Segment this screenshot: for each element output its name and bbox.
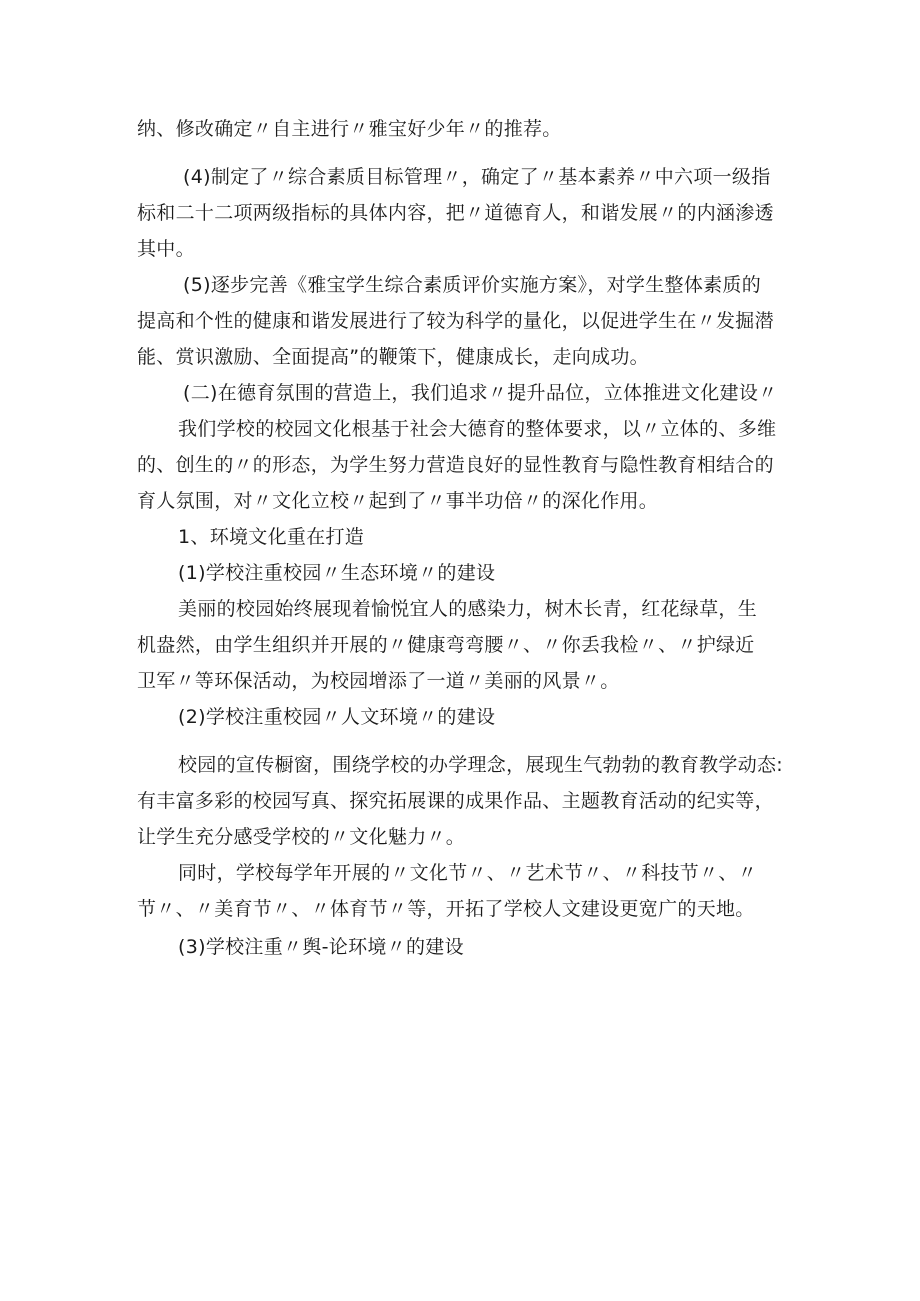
paragraph-line: 纳、修改确定〃自主进行〃雅宝好少年〃的推荐。 bbox=[137, 118, 562, 140]
subsection-heading: 1、环境文化重在打造 bbox=[178, 526, 365, 548]
paragraph-line: 卫军〃等环保活动，为校园增添了一道〃美丽的风景〃。 bbox=[137, 670, 620, 692]
paragraph-line: 的、创生的〃的形态，为学生努力营造良好的显性教育与隐性教育相结合的 bbox=[137, 454, 774, 476]
paragraph-line: 美丽的校园始终展现着愉悦宜人的感染力，树木长青，红花绿草，生 bbox=[178, 598, 758, 620]
paragraph-line: 有丰富多彩的校园写真、探究拓展课的成果作品、主题教育活动的纪实等， bbox=[137, 790, 774, 812]
paragraph-line: 同时，学校每学年开展的〃文化节〃、〃艺术节〃、〃科技节〃、〃 bbox=[178, 862, 758, 884]
paragraph-line: 校园的宣传橱窗，围绕学校的办学理念，展现生气勃勃的教育教学动态: bbox=[178, 754, 784, 776]
paragraph-line: 其中。 bbox=[137, 238, 195, 260]
paragraph-line: 机盎然，由学生组织并开展的〃健康弯弯腰〃、〃你丢我检〃、〃护绿近 bbox=[137, 634, 755, 656]
paragraph-line: 提高和个性的健康和谐发展进行了较为科学的量化，以促进学生在〃发掘潜 bbox=[137, 310, 774, 332]
paragraph-line: 我们学校的校园文化根基于社会大德育的整体要求，以〃立体的、多维 bbox=[178, 418, 777, 440]
item-heading: (1)学校注重校园〃生态环境〃的建设 bbox=[178, 562, 496, 584]
paragraph-line: 标和二十二项两级指标的具体内容，把〃道德育人，和谐发展〃的内涵渗透 bbox=[137, 202, 774, 224]
item-heading: (3)学校注重〃舆-论环境〃的建设 bbox=[178, 936, 464, 958]
paragraph-line: 能、赏识激励、全面提高”的鞭策下，健康成长，走向成功。 bbox=[137, 346, 649, 368]
paragraph-line: 育人氛围，对〃文化立校〃起到了〃事半功倍〃的深化作用。 bbox=[137, 490, 659, 512]
item-heading: (2)学校注重校园〃人文环境〃的建设 bbox=[178, 706, 496, 728]
paragraph-line: 节〃、〃美育节〃、〃体育节〃等，开拓了学校人文建设更宽广的天地。 bbox=[137, 898, 755, 920]
section-heading: (二)在德育氛围的营造上，我们追求〃提升品位，立体推进文化建设〃 bbox=[183, 382, 778, 404]
paragraph-line: (4)制定了〃综合素质目标管理〃，确定了〃基本素养〃中六项一级指 bbox=[183, 166, 771, 188]
paragraph-line: (5)逐步完善《雅宝学生综合素质评价实施方案》，对学生整体素质的 bbox=[183, 274, 762, 296]
paragraph-line: 让学生充分感受学校的〃文化魅力〃。 bbox=[137, 826, 466, 848]
